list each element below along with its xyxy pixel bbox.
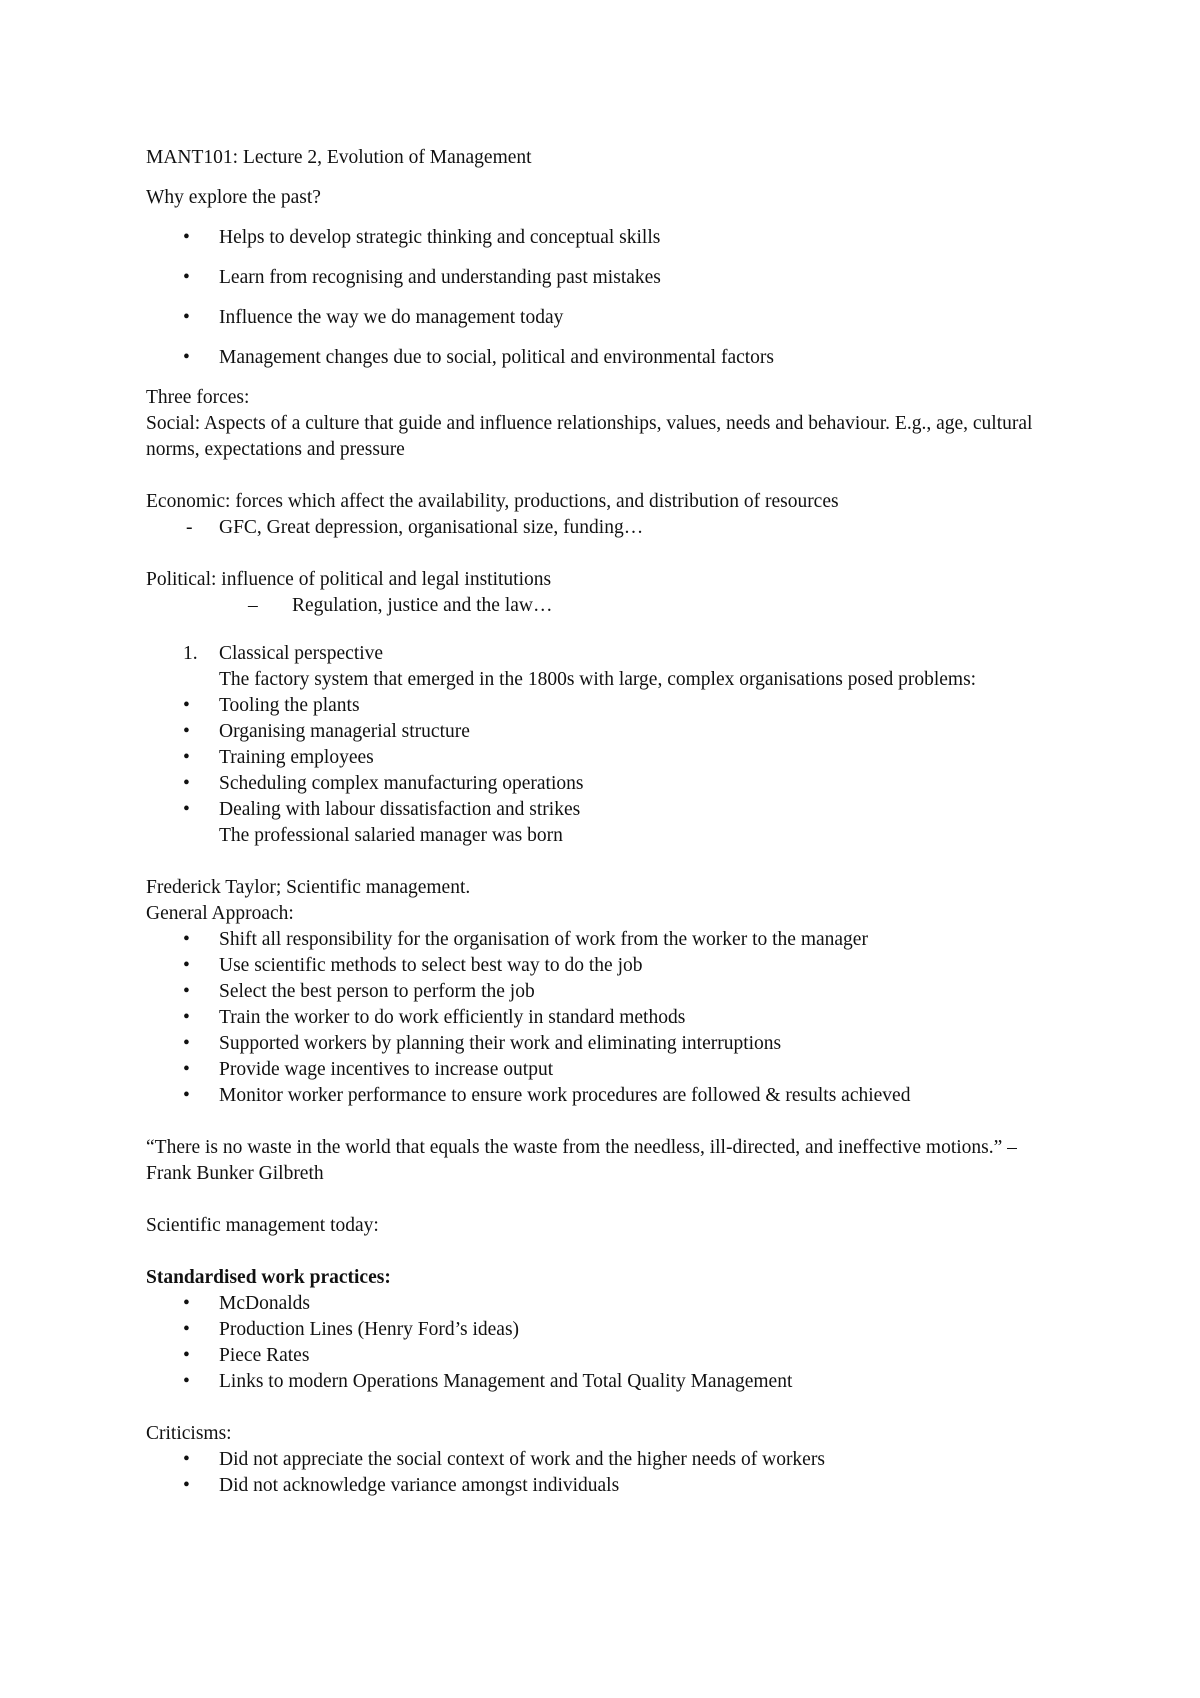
bullet-icon: • [183,347,190,368]
bullet-icon: • [183,307,190,328]
dash-icon: – [248,595,258,616]
list-item-text: Tooling the plants [219,695,360,716]
bullet-icon: • [183,1449,190,1470]
criticisms-heading: Criticisms: [146,1423,232,1444]
bullet-icon: • [183,227,190,248]
classical-closing: The professional salaried manager was born [219,825,563,846]
economic-force: Economic: forces which affect the availability, productions, and distribution of resources [146,491,839,512]
standardised-bullet-list [146,1291,1066,1395]
why-bullet-list [146,225,1066,371]
bullet-icon: • [183,1007,190,1028]
bullet-icon: • [183,1345,190,1366]
list-item-text: Classical perspective [219,643,384,664]
why-heading: Why explore the past? [146,187,321,208]
list-item [146,1343,1066,1369]
bullet-icon: • [183,1033,190,1054]
list-item-text: Scheduling complex manufacturing operations [219,773,584,794]
classical-intro: The factory system that emerged in the 1800s with large, complex organisations posed problems: [219,669,977,690]
criticisms-bullet-list [146,1447,1066,1499]
list-item [146,953,1066,979]
list-item-text: Management changes due to social, political and environmental factors [219,347,775,368]
list-item [146,719,1066,745]
list-item-text: Use scientific methods to select best way to do the job [219,955,643,976]
bullet-icon: • [183,1475,190,1496]
list-item [146,1005,1066,1031]
list-item [146,693,1066,719]
list-item-text: Organising managerial structure [219,721,470,742]
list-item-text: Piece Rates [219,1345,310,1366]
bullet-icon: • [183,799,190,820]
list-item-text: Links to modern Operations Management and Total Quality Management [219,1371,793,1392]
list-item-text: GFC, Great depression, organisational size, funding… [219,517,644,538]
political-force: Political: influence of political and legal institutions [146,569,552,590]
list-item [146,1317,1066,1343]
taylor-bullet-list [146,927,1066,1109]
bullet-icon: • [183,695,190,716]
bullet-icon: • [183,1085,190,1106]
list-number: 1. [183,643,198,664]
taylor-approach: General Approach: [146,903,294,924]
classical-heading [146,641,1066,667]
list-item-text: Influence the way we do management today [219,307,564,328]
social-force: Social: Aspects of a culture that guide and influence relationships, values, needs and behaviour. E.g., age, cultural norms, expectations and pressure [146,413,1033,460]
document-title: MANT101: Lecture 2, Evolution of Management [146,147,532,168]
list-item-text: Provide wage incentives to increase output [219,1059,554,1080]
list-item-text: Shift all responsibility for the organisation of work from the worker to the manager [219,929,868,950]
list-item [146,305,1066,331]
bullet-icon: • [183,267,190,288]
list-item-text: Learn from recognising and understanding past mistakes [219,267,661,288]
political-sub-item [146,593,1066,619]
list-item-text: Training employees [219,747,374,768]
list-item-text: Did not acknowledge variance amongst individuals [219,1475,620,1496]
list-item [146,1057,1066,1083]
list-item-text: Did not appreciate the social context of work and the higher needs of workers [219,1449,825,1470]
list-item-text: Dealing with labour dissatisfaction and strikes [219,799,581,820]
dash-icon: - [186,517,193,538]
today-heading: Scientific management today: [146,1215,379,1236]
list-item [146,345,1066,371]
list-item-text: Monitor worker performance to ensure work procedures are followed & results achieved [219,1085,911,1106]
list-item [146,1447,1066,1473]
list-item [146,1291,1066,1317]
bullet-icon: • [183,773,190,794]
list-item [146,1473,1066,1499]
list-item-text: Production Lines (Henry Ford’s ideas) [219,1319,520,1340]
list-item-text: Select the best person to perform the job [219,981,535,1002]
list-item [146,797,1066,823]
list-item [146,265,1066,291]
bullet-icon: • [183,1319,190,1340]
taylor-heading: Frederick Taylor; Scientific management. [146,877,471,898]
bullet-icon: • [183,721,190,742]
list-item [146,1031,1066,1057]
bullet-icon: • [183,955,190,976]
list-item-text: Helps to develop strategic thinking and conceptual skills [219,227,661,248]
standardised-heading: Standardised work practices: [146,1267,391,1288]
bullet-icon: • [183,981,190,1002]
list-item [146,745,1066,771]
gilbreth-quote: “There is no waste in the world that equals the waste from the needless, ill-directed, and ineffective motions.” – Frank Bunker Gilbreth [146,1137,1017,1184]
list-item [146,1369,1066,1395]
list-item [146,771,1066,797]
document-page [146,145,1066,1499]
list-item [146,979,1066,1005]
list-item-text: Regulation, justice and the law… [292,595,553,616]
bullet-icon: • [183,1059,190,1080]
forces-heading: Three forces: [146,387,250,408]
list-item-text: McDonalds [219,1293,310,1314]
bullet-icon: • [183,1293,190,1314]
bullet-icon: • [183,929,190,950]
list-item-text: Supported workers by planning their work and eliminating interruptions [219,1033,782,1054]
classical-bullet-list [146,693,1066,823]
list-item-text: Train the worker to do work efficiently in standard methods [219,1007,686,1028]
list-item [146,225,1066,251]
list-item [146,927,1066,953]
list-item [146,1083,1066,1109]
bullet-icon: • [183,1371,190,1392]
bullet-icon: • [183,747,190,768]
economic-sub-item [146,515,1066,541]
